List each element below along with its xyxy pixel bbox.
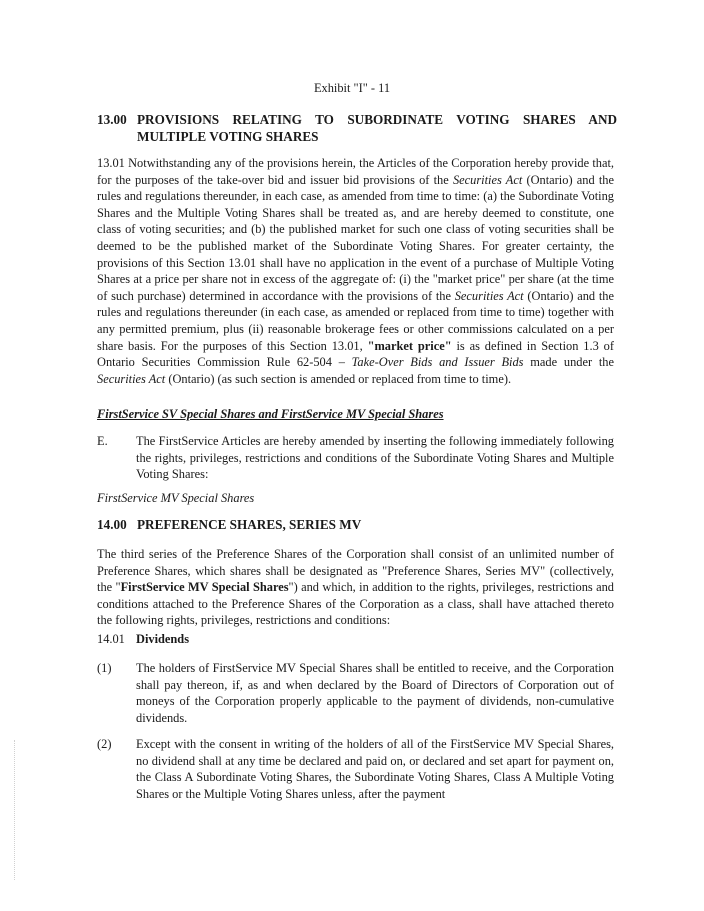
amendment-heading: FirstService SV Special Shares and FirstService MV Special Shares <box>97 407 444 421</box>
item-text: The FirstService Articles are hereby amended by inserting the following immediately following the rights, privileges, restrictions and conditions of the Subordinate Voting Shares and Multiple Voting Shares: <box>136 434 614 482</box>
margin-binding-marks <box>14 740 17 880</box>
item-label: E. <box>97 434 108 448</box>
page-header: Exhibit "I" - 11 <box>313 81 391 95</box>
item-label: (1) <box>97 661 112 675</box>
section-number: 13.00 <box>97 112 127 127</box>
section-13-heading <box>97 112 617 146</box>
dividend-item-2 <box>97 736 614 802</box>
section-14-heading <box>97 517 617 534</box>
item-label: (2) <box>97 737 112 751</box>
subsection-number: 14.01 <box>97 632 125 646</box>
amendment-item-e <box>97 433 614 483</box>
section-number: 14.00 <box>97 517 127 532</box>
paragraph-13-01: 13.01 Notwithstanding any of the provisions herein, the Articles of the Corporation hereby provide that, for the purposes of the take-over bid and issuer bid provisions of the Securities Act (Ontario) and the rules and regulations thereunder, in each case, as amended from time to time: (a) the Subordinate Voting Shares and the Multiple Voting Shares shall be treated as, and are hereby deemed to constitute, one class of voting securities; and (b) the published market for such one class of voting securities shall be deemed to be the published market of the Subordinate Voting Shares. For greater certainty, the provisions of this Section 13.01 shall have no application in the event of a purchase of Multiple Voting Shares at a price per share not in excess of the aggregate of: (i) the "market price" per share (at the time of such purchase) determined in accordance with the provisions of the Securities Act (Ontario) and the rules and regulations thereunder (in each case, as amended or replaced from time to time) together with any permitted premium, plus (ii) reasonable brokerage fees or other commissions calculated on a per share basis. For the purposes of this Section 13.01, "market price" is as defined in Section 1.3 of Ontario Securities Commission Rule 62-504 – Take-Over Bids and Issuer Bids made under the Securities Act (Ontario) (as such section is amended or replaced from time to time). <box>97 156 615 386</box>
section-title: PREFERENCE SHARES, SERIES MV <box>137 517 362 532</box>
dividend-item-1 <box>97 660 614 726</box>
paragraph-14-intro: The third series of the Preference Shares of the Corporation shall consist of an unlimited number of Preference Shares, which shares shall be designated as "Preference Shares, Series MV" (collectively, the "FirstService MV Special Shares") and which, in addition to the rights, privileges, restrictions and conditions attached to the Preference Shares of the Corporation as a class, shall have attached thereto the following rights, privileges, restrictions and conditions: <box>97 547 614 628</box>
subheading-mv-special-shares: FirstService MV Special Shares <box>97 491 255 505</box>
item-text: Except with the consent in writing of the holders of all of the FirstService MV Special Shares, no dividend shall at any time be declared and paid on, or declared and set apart for payment on, the Class A Subordinate Voting Shares, the Subordinate Voting Shares, Class A Multiple Voting Shares or the Multiple Voting Shares unless, after the payment <box>136 737 614 801</box>
subsection-title: Dividends <box>136 632 190 646</box>
section-title-line1: PROVISIONS RELATING TO SUBORDINATE VOTING SHARES AND <box>137 112 617 127</box>
item-text: The holders of FirstService MV Special Shares shall be entitled to receive, and the Corporation shall pay thereon, if, as and when declared by the Board of Directors of Corporation out of moneys of the Corporation properly applicable to the payment of dividends, non-cumulative dividends. <box>136 661 614 725</box>
section-14-01-heading <box>97 631 614 648</box>
section-title-line2: MULTIPLE VOTING SHARES <box>137 128 319 144</box>
